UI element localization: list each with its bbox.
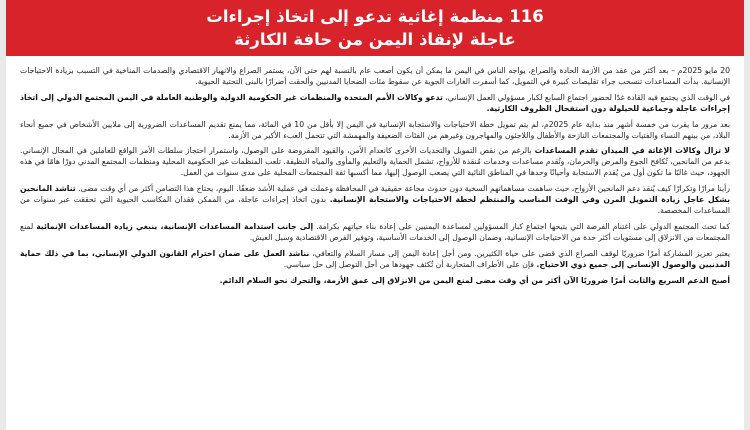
article-body [20,66,730,426]
paragraph-text: بالرغم من نقص التمويل والتحديات الأخرى كانعدام الأمن، والقيود المفروضة على الوصول، واستمرار احتجاز سلطات الأمر الواقع للعاملين في المجال الإنساني. بدعم من المانحين، تُكافح الجوع والمرض والحرمان، وتُقدم مساعدات وخدمات مُنقذة للأرواح، تشمل الحماية والتعليم والمأوى والمياه النظيفة. تلعب المنظمات غير الحكومية المحلية ومنظمات المجتمع المدني دورًا هامًا في هذه الجهود، حيث غالبًا ما تكون أول من يُقدم الاستجابة وأحيانًا وحدها في المناطق النائية التي يصعب الوصول إليها، مما أكسبها ثقة المجتمعات المحلية على مدى سنوات من العمل. [20,146,730,178]
paragraph [20,184,730,217]
bold-text: أصبح الدعم السريع والثابت أمرًا ضروريًا الآن أكثر من أي وقت مضى لمنع اليمن من الانزلاق إلى عمق الأزمة، والتحرك نحو السلام الدائم. [219,275,730,285]
paragraph-text: بعد مرور ما يقرب من خمسة أشهر منذ بداية عام 2025م، لم يتم تمويل خطة الاحتياجات والاستجابة الإنسانية في اليمن إلا بأقل من 10 في المائة، مما يمنع تقديم المساعدات الضرورية إلى ملايين الأشخاص في جميع أنحاء البلاد، من بينهم النساء والفتيات والمجتمعات النازحة والأطفال واللاجئون والمهاجرون وغيرهم من الفئات الضعيفة والمهمشة التي تتحمل العبء الأكبر من الأزمة. [20,119,730,140]
bold-text: تناشد المانحين بشكل عاجل زيادة التمويل المرن وفي الوقت المناسب والمنتظم لخطة الاحتياجات والاستجابة الإنسانية. [20,184,730,205]
bold-text: لا تزال وكالات الإغاثة في الميدان تقدم المساعدات [534,146,730,156]
headline-banner [6,0,744,56]
headline-line-2: عاجلة لإنقاذ اليمن من حافة الكارثة [234,30,516,49]
paragraph-text: في الوقت الذي يجتمع فيه القادة غدًا لحضور اجتماع السابع لكبار مسؤولي العمل الإنساني، [442,92,730,102]
paragraph-text: كما تحث المجتمع الدولي على اغتنام الفرصة التي يتيحها اجتماع كبار المسؤولين لمساعدة اليمنيين على إعادة بناء حياتهم بكرامة. [313,221,730,231]
article-card [6,0,744,430]
paragraph-text: لمنع المجتمعات من الانزلاق إلى مستويات أكثر حدة من الاحتياجات الإنسانية، وضمان الوصول إلى الخدمات الأساسية، وتوفير الفرص الاقتصادية وسبل العيش. [20,221,730,242]
paragraph-text: يعتبر تعزيز المشاركة أمرًا ضروريًا لوقف الصراع الذي قضى على حياة الكثيرين. ومن أجل إعادة اليمن إلى مسار السلام والتعافي، [309,248,730,258]
paragraph-text: فإن على الأطراف المتحاربة أن تُكثف جهودها من أجل التوصل إلى حل سياسي. [283,259,534,269]
paragraph [20,93,730,115]
paragraph [20,249,730,271]
paragraph [20,120,730,142]
paragraph [20,276,730,287]
paragraph-text: 20 مايو 2025م – بعد أكثر من عقد من الأزمة الحادة والصراع، يواجه الناس في اليمن ما يمكن أن يكون أصعب عام بالنسبة لهم حتى الآن، يستمر الصراع والانهيار الاقتصادي والصدمات المناخية في التسبب بزيادة الاحتياجات الإنسانية. بدأت المساعدات تنسحب جراء تقليصات كبيرة في التمويل، كما أسفرت الغارات الجوية عن سقوط مئات الضحايا المدنيين وألحقت أضرارًا بالبنى التحتية الحيوية. [20,66,730,86]
paragraph [20,222,730,244]
bold-text: تدعو وكالات الأمم المتحدة والمنظمات غير الحكومية الدولية والوطنية العاملة في اليمن المجتمع الدولي إلى اتخاذ إجراءات عاجلة وجماعية للحيلولة دون استفحال الظروف الكارثية. [20,92,730,113]
paragraph-text: رأينا مرارًا وتكرارًا كيف يُنقذ دعم المانحين الأرواح، حيث ساهمت مساهماتهم السخية دون حدوث مجاعة حقيقية في المحافظة وعملت في عملية الأشد ضعفًا. اليوم، يحتاج هذا التضامن أكثر من أي وقت مضى. [75,184,730,194]
paragraph [20,66,730,88]
headline-line-1: 116 منظمة إغاثية تدعو إلى اتخاذ إجراءات [206,7,544,26]
bold-text: إلى جانب استدامة المساعدات الإنسانية، ينبغي زيادة المساعدات الإنمائية [36,221,314,231]
paragraph-text: بدون اتخاذ إجراءات عاجلة، من الممكن فقدان المكاسب الحيوية التي تحققت عبر سنوات من المساعدات المخصصة. [20,195,730,215]
bold-text: نناشد العمل على ضمان احترام القانون الدولي الإنساني، بما في ذلك حماية المدنيين والوصول الإنساني إلى جميع ذوي الاحتياج. [20,248,730,269]
paragraph [20,146,730,179]
